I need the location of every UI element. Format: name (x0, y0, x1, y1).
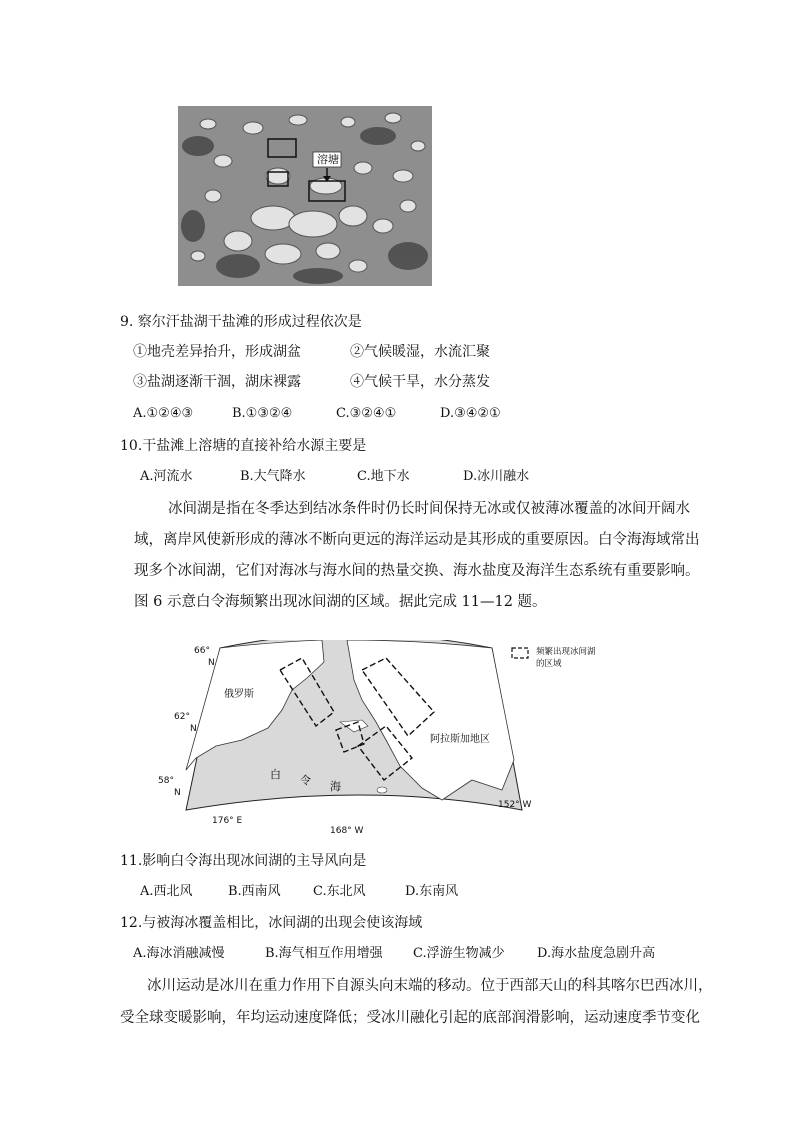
q11-option-d: D.东南风 (405, 884, 459, 899)
q12-option-d: D.海水盐度急剧升高 (537, 946, 656, 961)
q10-option-a: A.河流水 (140, 469, 193, 484)
map-legend-label: 频繁出现冰间湖的区域 (536, 647, 596, 669)
q9-item-3: ③盐湖逐渐干涸，湖床裸露 (133, 374, 301, 390)
q10-option-b: B.大气降水 (240, 469, 306, 484)
q9-option-c: C.③②④① (336, 406, 397, 421)
lat-62: 62° (174, 712, 190, 722)
q11-option-a: A.西北风 (140, 884, 193, 899)
passage1-line-3: 现多个冰间湖，它们对海冰与海水间的热量交换、海水盐度及海洋生态系统有重要影响。 (134, 563, 700, 579)
question-12-stem: 12.与被海冰覆盖相比，冰间湖的出现会使该海域 (120, 915, 423, 931)
lon-168w: 168° W (330, 826, 364, 836)
q9-item-2: ②气候暖湿，水流汇聚 (350, 344, 490, 360)
photo-label: 溶塘 (317, 153, 339, 166)
q12-option-a: A.海冰消融减慢 (133, 946, 225, 961)
q12-option-b: B.海气相互作用增强 (265, 946, 383, 961)
passage1-line-2: 域，离岸风使新形成的薄冰不断向更远的海洋运动是其形成的重要原因。白令海海域常出 (134, 532, 700, 548)
passage2-line-2: 受全球变暖影响，年均运动速度降低；受冰川融化引起的底部润滑影响，运动速度季节变化 (120, 1010, 700, 1026)
q11-option-b: B.西南风 (228, 884, 281, 899)
label-alaska: 阿拉斯加地区 (430, 734, 490, 745)
passage1-line-1: 冰间湖是指在冬季达到结冰条件时仍长时间保持无冰或仅被薄冰覆盖的冰间开阔水 (168, 501, 690, 517)
lat-58: 58° (158, 776, 174, 786)
question-11-stem: 11.影响白令海出现冰间湖的主导风向是 (120, 853, 367, 869)
q9-option-d: D.③④②① (440, 406, 501, 421)
lat-66: 66° (194, 646, 210, 656)
q11-option-c: C.东北风 (313, 884, 366, 899)
q12-option-c: C.浮游生物减少 (413, 946, 505, 961)
lon-152w: 152° W (498, 800, 532, 810)
lat-66-n: N (208, 658, 215, 668)
question-10-stem: 10.干盐滩上溶塘的直接补给水源主要是 (120, 438, 367, 454)
q10-option-c: C.地下水 (357, 469, 410, 484)
salt-flat-photo (178, 106, 432, 286)
lon-176e: 176° E (212, 816, 243, 826)
label-sea-3: 海 (330, 780, 341, 793)
q9-item-4: ④气候干旱，水分蒸发 (350, 374, 490, 390)
q9-option-b: B.①③②④ (232, 406, 293, 421)
question-9-stem: 9. 察尔汗盐湖干盐滩的形成过程依次是 (120, 314, 362, 330)
label-sea-2: 令 (300, 774, 311, 787)
bering-sea-map (158, 640, 596, 840)
label-sea-1: 白 (270, 768, 281, 781)
label-russia: 俄罗斯 (224, 689, 254, 700)
passage1-line-4: 图 6 示意白令海频繁出现冰间湖的区域。据此完成 11—12 题。 (134, 594, 547, 610)
q9-option-a: A.①②④③ (133, 406, 194, 421)
q9-item-1: ①地壳差异抬升，形成湖盆 (133, 344, 301, 360)
lat-62-n: N (190, 724, 197, 734)
passage2-line-1: 冰川运动是冰川在重力作用下自源头向末端的移动。位于西部天山的科其喀尔巴西冰川， (147, 978, 713, 994)
q10-option-d: D.冰川融水 (463, 469, 530, 484)
lat-58-n: N (174, 788, 181, 798)
